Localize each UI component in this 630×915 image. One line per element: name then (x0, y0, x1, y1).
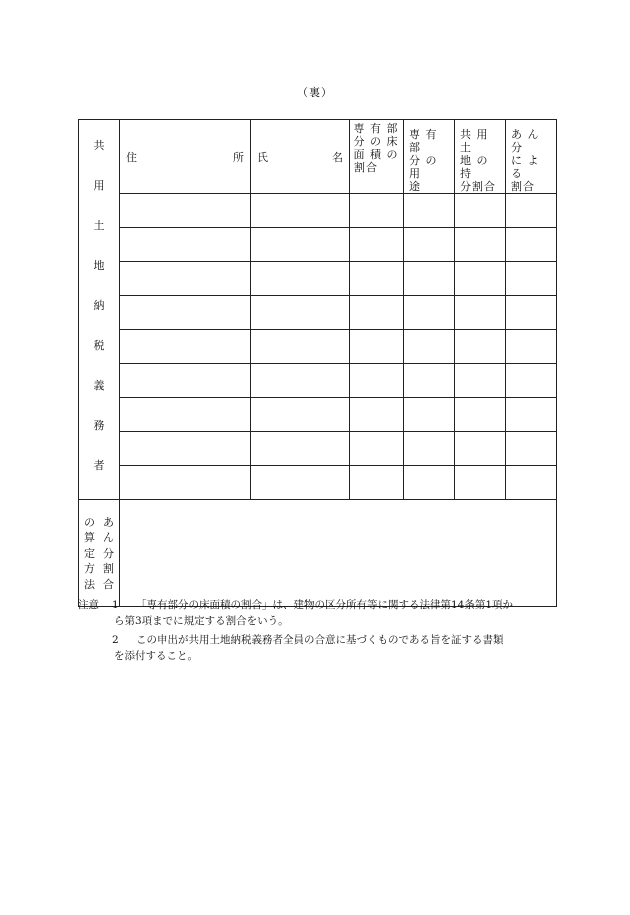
usage-header (404, 120, 455, 194)
name-cell[interactable] (251, 296, 350, 330)
name-header (251, 120, 350, 194)
floor-ratio-cell[interactable] (350, 228, 404, 262)
usage-cell[interactable] (404, 432, 455, 466)
address-cell[interactable] (120, 432, 251, 466)
address-cell[interactable] (120, 262, 251, 296)
taxpayer-table (78, 119, 557, 607)
table-row (79, 262, 557, 296)
apportion-cell[interactable] (506, 228, 557, 262)
side-label-char: 納 (93, 299, 105, 312)
usage-header-line: 途 (409, 180, 421, 193)
name-header-left: 氏 (257, 150, 268, 164)
side-label-char: 者 (93, 459, 105, 472)
floor-ratio-cell[interactable] (350, 432, 404, 466)
side-label-char: 務 (93, 419, 105, 432)
method-label-char: あ (103, 515, 114, 529)
share-cell[interactable] (455, 296, 506, 330)
note-continuation (78, 648, 558, 664)
page-title: （裏） (297, 86, 333, 99)
floor-ratio-cell[interactable] (350, 296, 404, 330)
note-item (78, 632, 558, 648)
floor-ratio-header (350, 120, 404, 194)
address-cell[interactable] (120, 296, 251, 330)
note-number: 1 (112, 599, 119, 611)
usage-header-line: 専 有 部 (409, 128, 438, 154)
apportion-cell[interactable] (506, 296, 557, 330)
side-label-char: 共 (93, 139, 105, 152)
address-cell[interactable] (120, 330, 251, 364)
floor-ratio-header-line: 専 有 部 (353, 122, 399, 135)
apportion-header-line: に よ る (511, 154, 540, 180)
notes-prefix: 注意 (78, 599, 99, 611)
floor-ratio-cell[interactable] (350, 466, 404, 500)
usage-cell[interactable] (404, 398, 455, 432)
name-cell[interactable] (251, 466, 350, 500)
name-cell[interactable] (251, 432, 350, 466)
address-cell[interactable] (120, 194, 251, 228)
method-label-char: 分 (103, 546, 114, 560)
address-header (120, 120, 251, 194)
apportion-cell[interactable] (506, 262, 557, 296)
address-header-left: 住 (126, 150, 137, 164)
apportion-cell[interactable] (506, 466, 557, 500)
method-label-char: 定 (84, 546, 95, 560)
side-label-char: 土 (93, 219, 105, 232)
share-cell[interactable] (455, 364, 506, 398)
name-cell[interactable] (251, 194, 350, 228)
table-row (79, 432, 557, 466)
note-text-line: この申出が共用土地納税義務者全員の合意に基づくものである旨を証する書類 (136, 634, 504, 646)
side-label-char: 用 (93, 179, 105, 192)
share-cell[interactable] (455, 330, 506, 364)
method-label-char: ん (103, 531, 114, 544)
method-label-char: の (84, 515, 95, 529)
floor-ratio-header-line: 割合 (354, 161, 378, 174)
name-cell[interactable] (251, 398, 350, 432)
table-row (79, 296, 557, 330)
usage-cell[interactable] (404, 262, 455, 296)
method-row (79, 500, 557, 607)
apportion-cell[interactable] (506, 364, 557, 398)
method-label-char: 合 (103, 577, 114, 591)
note-text-line: ら第3項までに規定する割合をいう。 (114, 615, 289, 627)
share-header-line: 共 用 土 (460, 128, 489, 154)
floor-ratio-header-line: 分 の 床 (353, 135, 399, 148)
apportion-cell[interactable] (506, 398, 557, 432)
method-label-char: 算 (84, 531, 95, 544)
side-label-char: 義 (93, 379, 105, 392)
address-header-right: 所 (233, 150, 244, 164)
share-cell[interactable] (455, 228, 506, 262)
address-cell[interactable] (120, 364, 251, 398)
name-cell[interactable] (251, 262, 350, 296)
share-header (455, 120, 506, 194)
usage-cell[interactable] (404, 228, 455, 262)
apportion-cell[interactable] (506, 330, 557, 364)
method-label-char: 法 (84, 577, 95, 591)
address-cell[interactable] (120, 398, 251, 432)
apportion-cell[interactable] (506, 432, 557, 466)
note-text-line: を添付すること。 (114, 650, 198, 662)
method-value-cell[interactable] (120, 500, 557, 607)
floor-ratio-cell[interactable] (350, 398, 404, 432)
note-continuation (78, 613, 558, 629)
usage-cell[interactable] (404, 194, 455, 228)
table-row (79, 466, 557, 500)
method-label-right-column (103, 514, 114, 592)
notes-section (78, 597, 558, 664)
note-number: 2 (112, 634, 119, 646)
method-label-char: 方 (84, 562, 95, 575)
usage-cell[interactable] (404, 330, 455, 364)
address-cell[interactable] (120, 466, 251, 500)
method-label-left-column (84, 514, 95, 592)
name-cell[interactable] (251, 228, 350, 262)
name-header-right: 名 (332, 150, 343, 164)
table-row (79, 398, 557, 432)
share-header-line: 地 の 持 (460, 154, 489, 180)
usage-cell[interactable] (404, 466, 455, 500)
table-row (79, 228, 557, 262)
floor-ratio-cell[interactable] (350, 262, 404, 296)
note-text-line: 「専有部分の床面積の割合」は、建物の区分所有等に関する法律第14条第1項か (136, 599, 514, 611)
side-label-cell (79, 120, 120, 500)
name-cell[interactable] (251, 330, 350, 364)
share-cell[interactable] (455, 432, 506, 466)
address-cell[interactable] (120, 228, 251, 262)
apportion-header-line: 割合 (511, 180, 535, 193)
floor-ratio-header-line: 面 積 の (353, 148, 399, 161)
method-label-char: 割 (103, 562, 114, 575)
header-row (79, 120, 557, 194)
side-label-char: 地 (93, 259, 105, 272)
floor-ratio-cell[interactable] (350, 330, 404, 364)
apportion-header (506, 120, 557, 194)
usage-cell[interactable] (404, 364, 455, 398)
name-cell[interactable] (251, 364, 350, 398)
method-label-cell (79, 500, 120, 607)
table-row (79, 194, 557, 228)
share-cell[interactable] (455, 262, 506, 296)
floor-ratio-cell[interactable] (350, 194, 404, 228)
note-item (78, 597, 558, 613)
table-row (79, 330, 557, 364)
share-cell[interactable] (455, 194, 506, 228)
side-label-char: 税 (93, 339, 105, 352)
apportion-header-line: あ ん 分 (511, 128, 540, 154)
table-row (79, 364, 557, 398)
share-header-line: 分割合 (460, 180, 496, 193)
apportion-cell[interactable] (506, 194, 557, 228)
share-cell[interactable] (455, 466, 506, 500)
usage-header-line: 分 の 用 (409, 154, 438, 180)
share-cell[interactable] (455, 398, 506, 432)
floor-ratio-cell[interactable] (350, 364, 404, 398)
usage-cell[interactable] (404, 296, 455, 330)
